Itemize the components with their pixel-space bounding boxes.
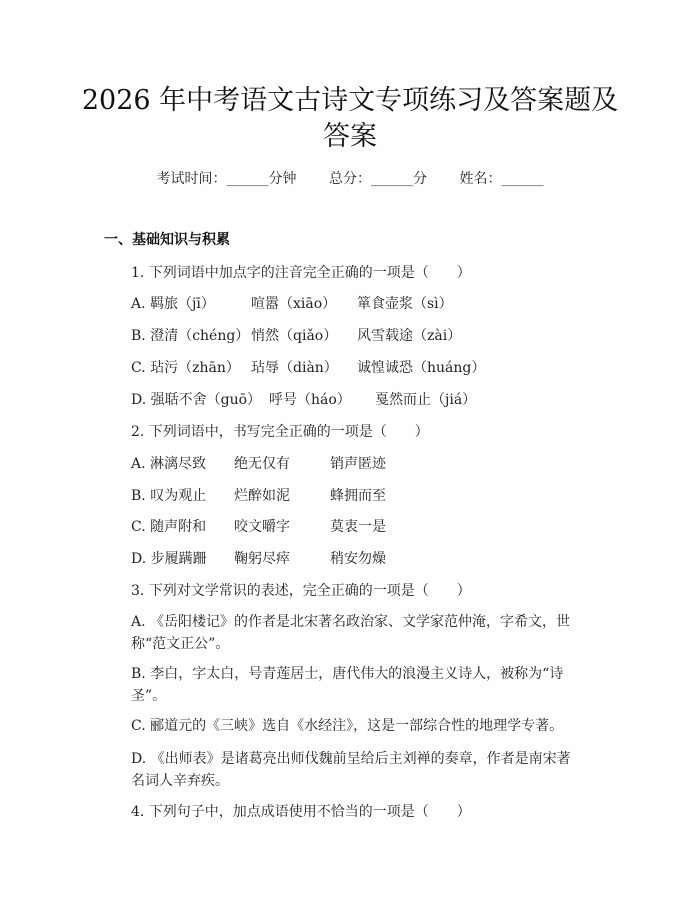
question-3-option-b: B. 李白，字太白，号青莲居士，唐代伟大的浪漫主义诗人，被称为“诗圣”。	[131, 666, 564, 704]
option-term: C. 随声附和	[131, 519, 207, 535]
question-3-option-d: D. 《出师表》是诸葛亮出师伐魏前呈给后主刘禅的奏章，作者是南宋著名词人辛弃疾。	[131, 751, 571, 789]
page-title-continued: 答案	[323, 121, 377, 152]
option-term: 喧嚣（xiāo）	[251, 296, 337, 312]
question-2: 2. 下列词语中，书写完全正确的一项是（ ）	[131, 424, 429, 440]
option-term: 诚惶诚恐（huáng）	[357, 360, 486, 376]
option-term: 鞠躬尽瘁	[234, 551, 290, 567]
option-term: 蜂拥而至	[330, 488, 386, 504]
question-3-option-a: A. 《岳阳楼记》的作者是北宋著名政治家、文学家范仲淹，字希文，世称“范文正公”。	[131, 614, 571, 652]
option-term: 稍安勿燥	[330, 551, 386, 567]
option-term: 绝无仅有	[234, 456, 290, 472]
option-term: 风雪载途（zài）	[357, 328, 462, 344]
question-2-option-b	[131, 485, 430, 505]
option-term: 销声匿迹	[330, 456, 386, 472]
option-term: B. 叹为观止	[131, 488, 207, 504]
question-3: 3. 下列对文学常识的表述，完全正确的一项是（ ）	[131, 583, 471, 599]
option-term: 烂醉如泥	[234, 488, 290, 504]
option-term: 咬文嚼字	[234, 519, 290, 535]
option-term: 呼号（háo）	[269, 392, 351, 408]
section-heading: 一、基础知识与积累	[104, 232, 230, 248]
option-term: D. 步履蹒跚	[131, 551, 207, 567]
question-1: 1. 下列词语中加点字的注音完全正确的一项是（ ）	[131, 265, 471, 281]
question-2-option-a	[131, 453, 430, 473]
question-3-option-c: C. 郦道元的《三峡》选自《水经注》，这是一部综合性的地理学专著。	[131, 718, 564, 734]
option-term: A. 羁旅（jī）	[131, 296, 215, 312]
question-2-option-c	[131, 516, 430, 536]
option-term: 箪食壶浆（sì）	[357, 296, 453, 312]
exam-time-field: 考试时间：______分钟	[156, 171, 297, 187]
question-1-option-b	[131, 325, 477, 345]
exam-info-row	[0, 168, 700, 188]
option-term: C. 玷污（zhān）	[131, 360, 240, 376]
question-1-option-d	[131, 389, 495, 409]
question-1-option-c	[131, 357, 486, 377]
option-term: B. 澄清（chéng）	[131, 328, 250, 344]
question-1-option-a	[131, 293, 477, 313]
option-term: A. 淋漓尽致	[131, 456, 207, 472]
option-term: 玷辱（diàn）	[251, 360, 338, 376]
total-score-field: 总分：______分	[329, 171, 427, 187]
option-term: 戛然而止（jiá）	[375, 392, 477, 408]
page-title: 2026 年中考语文古诗文专项练习及答案题及	[81, 85, 619, 116]
option-term: D. 强聒不舍（guō）	[131, 392, 262, 408]
option-term: 莫衷一是	[330, 519, 386, 535]
question-2-option-d	[131, 548, 430, 568]
option-term: 悄然（qiǎo）	[251, 328, 338, 344]
student-name-field: 姓名：______	[459, 171, 544, 187]
question-4: 4. 下列句子中，加点成语使用不恰当的一项是（ ）	[131, 804, 471, 820]
